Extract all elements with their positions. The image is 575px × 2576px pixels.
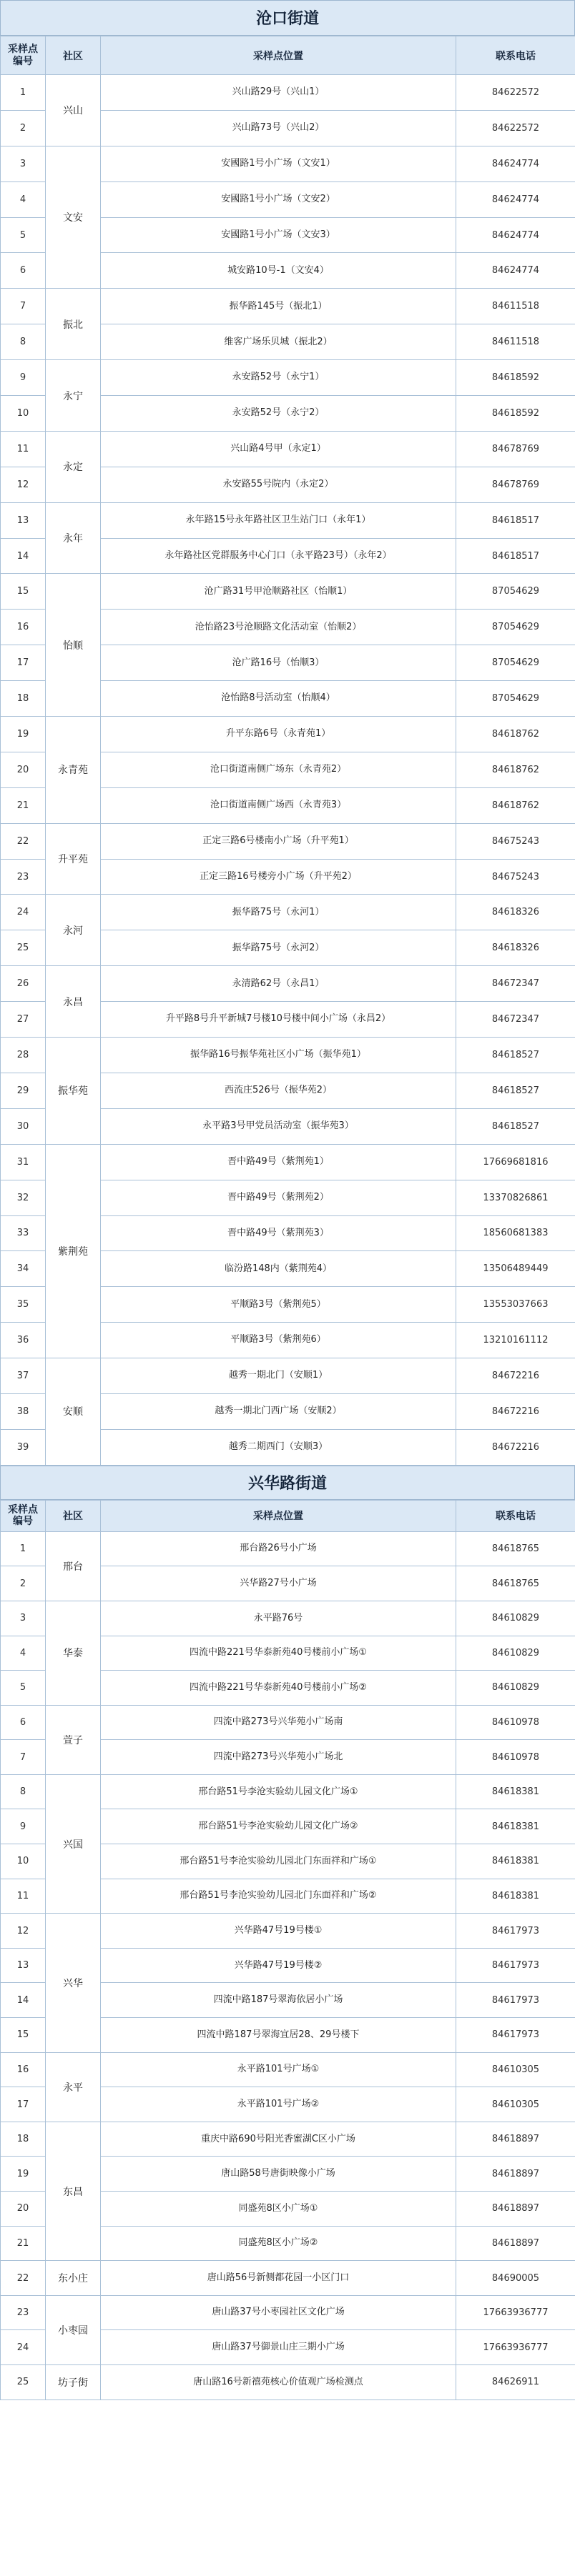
sample-number: 27 — [1, 1002, 46, 1038]
header-phone: 联系电话 — [456, 1500, 575, 1531]
sample-number: 7 — [1, 289, 46, 324]
community-name: 升平苑 — [46, 823, 101, 895]
sample-number: 29 — [1, 1073, 46, 1108]
sample-number: 2 — [1, 1566, 46, 1601]
contact-phone: 84618326 — [456, 895, 575, 930]
contact-phone: 84672216 — [456, 1429, 575, 1465]
table-row — [1, 2295, 575, 2330]
community-name: 华泰 — [46, 1601, 101, 1705]
sample-number: 4 — [1, 181, 46, 217]
sample-number: 1 — [1, 75, 46, 111]
sample-location: 越秀二期西门（安顺3） — [101, 1429, 456, 1465]
sample-number: 6 — [1, 253, 46, 289]
sample-location: 沧口街道南侧广场西（永青苑3） — [101, 787, 456, 823]
header-community: 社区 — [46, 1500, 101, 1531]
sample-number: 25 — [1, 930, 46, 966]
sample-number: 23 — [1, 2295, 46, 2330]
sample-number: 13 — [1, 502, 46, 538]
sample-location: 四流中路221号华泰新苑40号楼前小广场① — [101, 1636, 456, 1671]
community-name: 文安 — [46, 146, 101, 289]
table-row — [1, 502, 575, 538]
sample-location: 邢台路51号李沧实验幼儿园北门东面祥和广场① — [101, 1844, 456, 1879]
contact-phone: 84618527 — [456, 1108, 575, 1144]
community-name: 永年 — [46, 502, 101, 574]
contact-phone: 84610305 — [456, 2087, 575, 2122]
sample-number: 32 — [1, 1180, 46, 1215]
sample-number: 5 — [1, 217, 46, 253]
contact-phone: 84672216 — [456, 1358, 575, 1394]
sample-location: 升平路8号升平新城7号楼10号楼中间小广场（永昌2） — [101, 1002, 456, 1038]
contact-phone: 87054629 — [456, 645, 575, 681]
header-location: 采样点位置 — [101, 1500, 456, 1531]
sample-number: 3 — [1, 146, 46, 181]
sample-location: 兴华路47号19号楼① — [101, 1914, 456, 1949]
sample-location: 唐山路58号唐街映像小广场 — [101, 2157, 456, 2192]
sample-number: 23 — [1, 859, 46, 895]
table-row — [1, 2052, 575, 2087]
table-row — [1, 1358, 575, 1394]
contact-phone: 84618762 — [456, 752, 575, 787]
sample-location: 邢台路51号李沧实验幼儿园北门东面祥和广场② — [101, 1879, 456, 1914]
sample-number: 15 — [1, 2018, 46, 2053]
sample-location: 沧怡路23号沧顺路文化活动室（怡顺2） — [101, 610, 456, 645]
sample-number: 31 — [1, 1144, 46, 1180]
sample-number: 38 — [1, 1393, 46, 1429]
header-number: 采样点编号 — [1, 36, 46, 75]
sample-number: 30 — [1, 1108, 46, 1144]
sample-location: 同盛苑8区小广场① — [101, 2192, 456, 2227]
contact-phone: 84618765 — [456, 1566, 575, 1601]
contact-phone: 84678769 — [456, 467, 575, 502]
contact-phone: 84672216 — [456, 1393, 575, 1429]
section-title: 沧口街道 — [0, 0, 575, 36]
community-name: 兴山 — [46, 75, 101, 146]
sample-number: 20 — [1, 752, 46, 787]
sample-location: 唐山路56号新侧都花园一小区门口 — [101, 2261, 456, 2296]
header-community: 社区 — [46, 36, 101, 75]
sample-number: 39 — [1, 1429, 46, 1465]
sample-location: 兴山路73号（兴山2） — [101, 110, 456, 146]
sample-location: 城安路10号-1（文安4） — [101, 253, 456, 289]
community-name: 永昌 — [46, 966, 101, 1038]
sample-number: 34 — [1, 1251, 46, 1287]
table-row — [1, 1774, 575, 1809]
sample-number: 6 — [1, 1705, 46, 1740]
contact-phone: 84622572 — [456, 110, 575, 146]
contact-phone: 84610829 — [456, 1671, 575, 1706]
sample-location: 永年路15号永年路社区卫生站门口（永年1） — [101, 502, 456, 538]
table-row — [1, 2364, 575, 2400]
sample-number: 21 — [1, 787, 46, 823]
sample-location: 晋中路49号（紫荆苑2） — [101, 1180, 456, 1215]
community-name: 振北 — [46, 289, 101, 360]
sample-number: 37 — [1, 1358, 46, 1394]
table-row — [1, 895, 575, 930]
sample-location: 同盛苑8区小广场② — [101, 2226, 456, 2261]
contact-phone: 84610305 — [456, 2052, 575, 2087]
sample-location: 平顺路3号（紫荆苑5） — [101, 1287, 456, 1323]
sample-location: 越秀一期北门（安顺1） — [101, 1358, 456, 1394]
community-name: 永青苑 — [46, 717, 101, 824]
sample-location: 振华路75号（永河2） — [101, 930, 456, 966]
sample-number: 2 — [1, 110, 46, 146]
sample-location: 永平路101号广场① — [101, 2052, 456, 2087]
sample-number: 22 — [1, 823, 46, 859]
contact-phone: 87054629 — [456, 610, 575, 645]
community-name: 永河 — [46, 895, 101, 966]
contact-phone: 84672347 — [456, 1002, 575, 1038]
sample-location: 安國路1号小广场（文安2） — [101, 181, 456, 217]
community-name: 兴国 — [46, 1774, 101, 1913]
sample-location: 永安路52号（永宁2） — [101, 396, 456, 432]
table-row — [1, 1914, 575, 1949]
contact-phone: 84618592 — [456, 360, 575, 396]
sample-location: 唐山路37号御景山庄三期小广场 — [101, 2330, 456, 2365]
sampling-table — [0, 36, 575, 1466]
sample-location: 兴华路27号小广场 — [101, 1566, 456, 1601]
sample-location: 永安路52号（永宁1） — [101, 360, 456, 396]
contact-phone: 84618527 — [456, 1073, 575, 1108]
sample-location: 四流中路273号兴华苑小广场南 — [101, 1705, 456, 1740]
community-name: 永平 — [46, 2052, 101, 2122]
table-row — [1, 1531, 575, 1566]
table-row — [1, 431, 575, 467]
sample-number: 7 — [1, 1740, 46, 1775]
contact-phone: 84618897 — [456, 2122, 575, 2157]
table-row — [1, 360, 575, 396]
contact-phone: 84618381 — [456, 1879, 575, 1914]
sample-location: 四流中路221号华泰新苑40号楼前小广场② — [101, 1671, 456, 1706]
community-name: 永宁 — [46, 360, 101, 432]
community-name: 邢台 — [46, 1531, 101, 1601]
contact-phone: 84610978 — [456, 1740, 575, 1775]
community-name: 安顺 — [46, 1358, 101, 1466]
table-row — [1, 2122, 575, 2157]
sample-number: 9 — [1, 360, 46, 396]
sample-number: 17 — [1, 2087, 46, 2122]
community-name: 坊子街 — [46, 2364, 101, 2400]
contact-phone: 84610829 — [456, 1636, 575, 1671]
contact-phone: 17669681816 — [456, 1144, 575, 1180]
contact-phone: 84618517 — [456, 502, 575, 538]
contact-phone: 84618326 — [456, 930, 575, 966]
sample-location: 唐山路37号小枣园社区文化广场 — [101, 2295, 456, 2330]
contact-phone: 84618765 — [456, 1531, 575, 1566]
table-row — [1, 75, 575, 111]
sample-number: 8 — [1, 324, 46, 360]
table-row — [1, 1144, 575, 1180]
contact-phone: 84618762 — [456, 787, 575, 823]
sample-number: 19 — [1, 2157, 46, 2192]
sample-number: 26 — [1, 966, 46, 1002]
sample-location: 重庆中路690号阳光香蜜湖C区小广场 — [101, 2122, 456, 2157]
sample-location: 振华路75号（永河1） — [101, 895, 456, 930]
contact-phone: 13210161112 — [456, 1323, 575, 1358]
sample-location: 振华路16号振华苑社区小广场（振华苑1） — [101, 1038, 456, 1073]
header-row — [1, 36, 575, 75]
sample-location: 越秀一期北门西广场（安顺2） — [101, 1393, 456, 1429]
sample-number: 14 — [1, 538, 46, 574]
sample-location: 沧广路16号（怡顺3） — [101, 645, 456, 681]
sample-number: 18 — [1, 2122, 46, 2157]
contact-phone: 84611518 — [456, 289, 575, 324]
sample-location: 四流中路273号兴华苑小广场北 — [101, 1740, 456, 1775]
contact-phone: 13506489449 — [456, 1251, 575, 1287]
sample-number: 11 — [1, 1879, 46, 1914]
contact-phone: 84611518 — [456, 324, 575, 360]
sample-number: 9 — [1, 1809, 46, 1844]
contact-phone: 84690005 — [456, 2261, 575, 2296]
contact-phone: 84618381 — [456, 1774, 575, 1809]
sample-location: 邢台路51号李沧实验幼儿园文化广场② — [101, 1809, 456, 1844]
table-row — [1, 146, 575, 181]
sample-location: 四流中路187号翠海依居小广场 — [101, 1983, 456, 2018]
contact-phone: 84617973 — [456, 1948, 575, 1983]
contact-phone: 84610829 — [456, 1601, 575, 1636]
sample-location: 沧怡路8号活动室（怡顺4） — [101, 681, 456, 717]
sample-number: 18 — [1, 681, 46, 717]
header-phone: 联系电话 — [456, 36, 575, 75]
sample-location: 沧口街道南侧广场东（永青苑2） — [101, 752, 456, 787]
contact-phone: 84624774 — [456, 217, 575, 253]
sample-number: 25 — [1, 2364, 46, 2400]
contact-phone: 17663936777 — [456, 2330, 575, 2365]
sample-location: 四流中路187号翠海宜居28、29号楼下 — [101, 2018, 456, 2053]
contact-phone: 84610978 — [456, 1705, 575, 1740]
table-row — [1, 2261, 575, 2296]
contact-phone: 84672347 — [456, 966, 575, 1002]
sample-location: 升平东路6号（永青苑1） — [101, 717, 456, 752]
sample-location: 临汾路148内（紫荆苑4） — [101, 1251, 456, 1287]
sample-number: 24 — [1, 895, 46, 930]
sample-location: 永平路76号 — [101, 1601, 456, 1636]
contact-phone: 84624774 — [456, 146, 575, 181]
contact-phone: 84624774 — [456, 253, 575, 289]
contact-phone: 13370826861 — [456, 1180, 575, 1215]
contact-phone: 87054629 — [456, 574, 575, 610]
header-location: 采样点位置 — [101, 36, 456, 75]
community-name: 永定 — [46, 431, 101, 502]
contact-phone: 84618592 — [456, 396, 575, 432]
table-row — [1, 717, 575, 752]
sample-location: 西流庄526号（振华苑2） — [101, 1073, 456, 1108]
sample-number: 19 — [1, 717, 46, 752]
table-row — [1, 1705, 575, 1740]
sample-number: 24 — [1, 2330, 46, 2365]
sample-location: 正定三路16号楼旁小广场（升平苑2） — [101, 859, 456, 895]
contact-phone: 18560681383 — [456, 1215, 575, 1251]
community-name: 振华苑 — [46, 1038, 101, 1145]
sample-number: 20 — [1, 2192, 46, 2227]
sample-number: 8 — [1, 1774, 46, 1809]
sample-number: 16 — [1, 2052, 46, 2087]
sample-number: 21 — [1, 2226, 46, 2261]
contact-phone: 13553037663 — [456, 1287, 575, 1323]
community-name: 东小庄 — [46, 2261, 101, 2296]
contact-phone: 84618897 — [456, 2157, 575, 2192]
sample-number: 3 — [1, 1601, 46, 1636]
contact-phone: 84617973 — [456, 1914, 575, 1949]
sample-location: 正定三路6号楼南小广场（升平苑1） — [101, 823, 456, 859]
community-name: 兴华 — [46, 1914, 101, 2052]
sample-location: 唐山路16号新禧苑核心价值观广场检测点 — [101, 2364, 456, 2400]
contact-phone: 84617973 — [456, 2018, 575, 2053]
sample-location: 平顺路3号（紫荆苑6） — [101, 1323, 456, 1358]
table-row — [1, 823, 575, 859]
community-name: 怡顺 — [46, 574, 101, 717]
sample-number: 5 — [1, 1671, 46, 1706]
contact-phone: 84675243 — [456, 823, 575, 859]
sample-location: 兴山路4号甲（永定1） — [101, 431, 456, 467]
sample-number: 10 — [1, 1844, 46, 1879]
sample-location: 邢台路51号李沧实验幼儿园文化广场① — [101, 1774, 456, 1809]
community-name: 紫荆苑 — [46, 1144, 101, 1358]
sample-number: 35 — [1, 1287, 46, 1323]
contact-phone: 84626911 — [456, 2364, 575, 2400]
contact-phone: 84618897 — [456, 2226, 575, 2261]
contact-phone: 84624774 — [456, 181, 575, 217]
sample-number: 22 — [1, 2261, 46, 2296]
sample-location: 永安路55号院内（永定2） — [101, 467, 456, 502]
table-row — [1, 574, 575, 610]
sample-location: 永平路3号甲党员活动室（振华苑3） — [101, 1108, 456, 1144]
contact-phone: 84618381 — [456, 1809, 575, 1844]
header-number: 采样点编号 — [1, 1500, 46, 1531]
sample-number: 4 — [1, 1636, 46, 1671]
section-title: 兴华路街道 — [0, 1466, 575, 1500]
sample-location: 邢台路26号小广场 — [101, 1531, 456, 1566]
contact-phone: 87054629 — [456, 681, 575, 717]
sample-number: 36 — [1, 1323, 46, 1358]
sample-location: 维客广场乐贝城（振北2） — [101, 324, 456, 360]
sample-location: 安國路1号小广场（文安1） — [101, 146, 456, 181]
sample-location: 永年路社区党群服务中心门口（永平路23号）（永年2） — [101, 538, 456, 574]
sample-number: 15 — [1, 574, 46, 610]
contact-phone: 84618762 — [456, 717, 575, 752]
sample-number: 1 — [1, 1531, 46, 1566]
contact-phone: 84618527 — [456, 1038, 575, 1073]
contact-phone: 84678769 — [456, 431, 575, 467]
sample-location: 兴山路29号（兴山1） — [101, 75, 456, 111]
sample-location: 安國路1号小广场（文安3） — [101, 217, 456, 253]
table-row — [1, 1601, 575, 1636]
table-row — [1, 1038, 575, 1073]
table-row — [1, 289, 575, 324]
contact-phone: 84618897 — [456, 2192, 575, 2227]
contact-phone: 84675243 — [456, 859, 575, 895]
table-row — [1, 966, 575, 1002]
contact-phone: 84618517 — [456, 538, 575, 574]
community-name: 小枣园 — [46, 2295, 101, 2364]
community-name: 萱子 — [46, 1705, 101, 1774]
contact-phone: 84622572 — [456, 75, 575, 111]
sample-number: 10 — [1, 396, 46, 432]
sample-number: 13 — [1, 1948, 46, 1983]
sample-location: 永清路62号（永昌1） — [101, 966, 456, 1002]
sample-location: 永平路101号广场② — [101, 2087, 456, 2122]
sample-number: 12 — [1, 1914, 46, 1949]
sample-number: 12 — [1, 467, 46, 502]
sample-location: 兴华路47号19号楼② — [101, 1948, 456, 1983]
sample-location: 晋中路49号（紫荆苑3） — [101, 1215, 456, 1251]
sample-number: 28 — [1, 1038, 46, 1073]
sample-location: 振华路145号（振北1） — [101, 289, 456, 324]
header-row — [1, 1500, 575, 1531]
sample-number: 16 — [1, 610, 46, 645]
contact-phone: 17663936777 — [456, 2295, 575, 2330]
contact-phone: 84617973 — [456, 1983, 575, 2018]
community-name: 东昌 — [46, 2122, 101, 2260]
sampling-table — [0, 1500, 575, 2400]
sample-number: 33 — [1, 1215, 46, 1251]
contact-phone: 84618381 — [456, 1844, 575, 1879]
sample-number: 14 — [1, 1983, 46, 2018]
sample-number: 17 — [1, 645, 46, 681]
sample-location: 沧广路31号甲沧顺路社区（怡顺1） — [101, 574, 456, 610]
sample-number: 11 — [1, 431, 46, 467]
sample-location: 晋中路49号（紫荆苑1） — [101, 1144, 456, 1180]
